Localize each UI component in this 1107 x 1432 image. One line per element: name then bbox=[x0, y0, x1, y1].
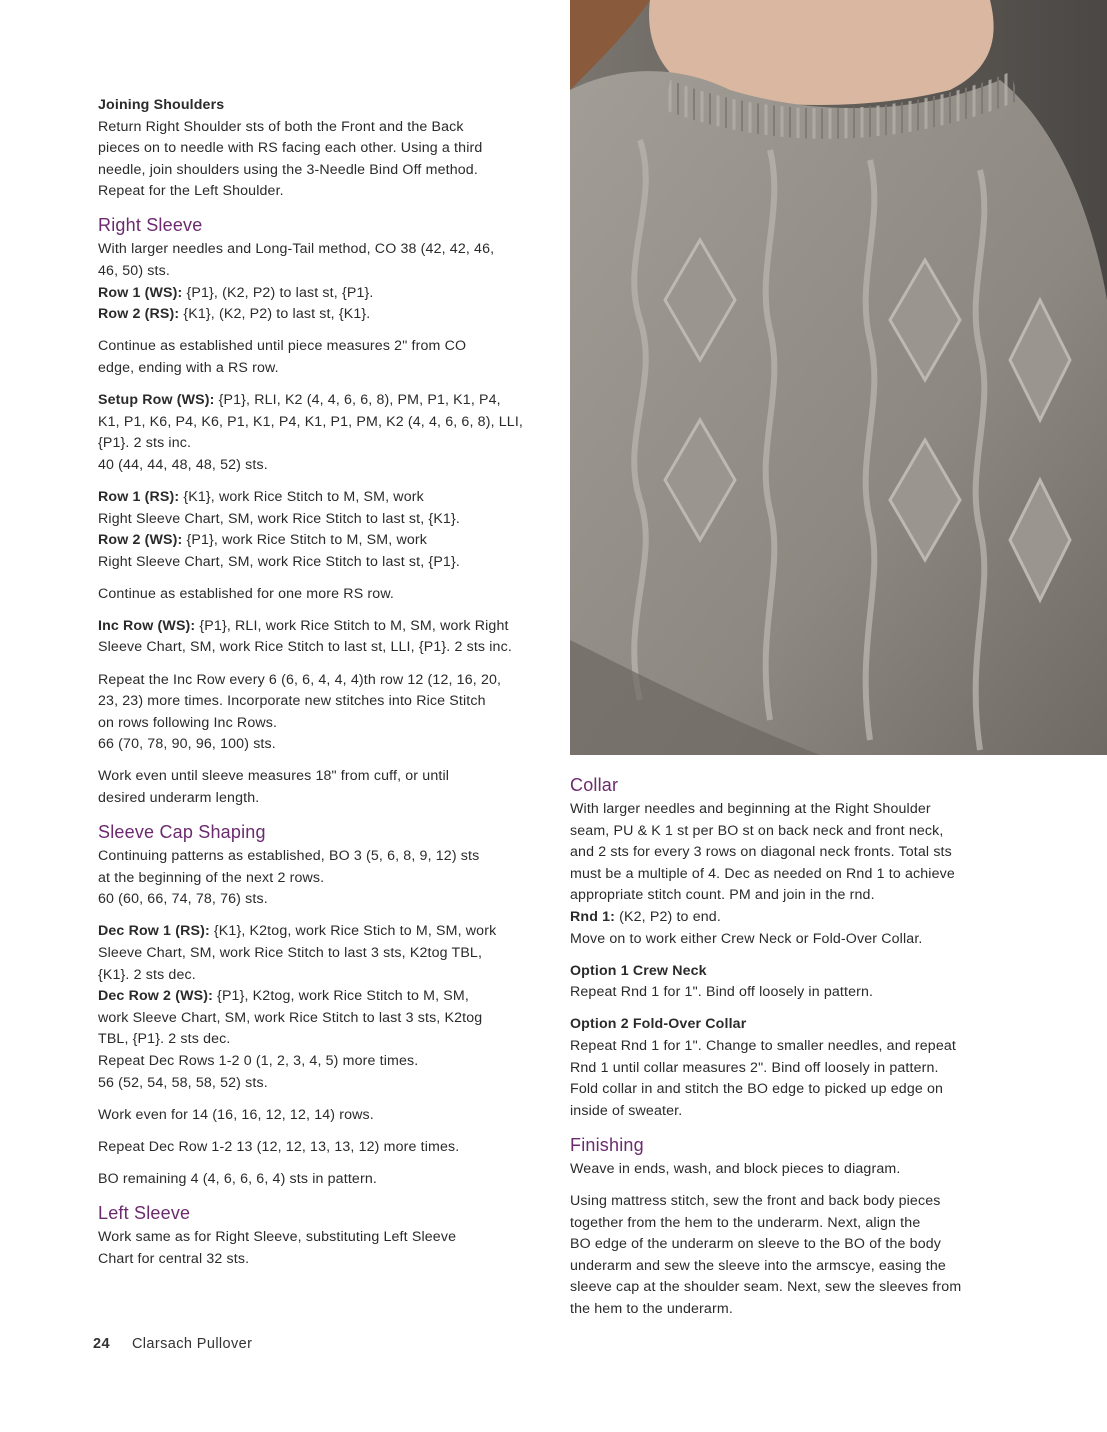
row-1-ws bbox=[98, 283, 546, 305]
text-line: K1, P1, K6, P4, K6, P1, K1, P4, K1, P1, PM, K2 (4, 4, 6, 6, 8), LLI, bbox=[98, 413, 524, 430]
work-even2-block bbox=[98, 1105, 546, 1127]
text-line: Right Sleeve Chart, SM, work Rice Stitch to last st, {P1}. bbox=[98, 553, 460, 570]
joining-shoulders-section bbox=[98, 95, 546, 203]
text-line: the hem to the underarm. bbox=[570, 1300, 733, 1317]
row-2-rs bbox=[98, 304, 546, 326]
text-line: Move on to work either Crew Neck or Fold-Over Collar. bbox=[570, 930, 923, 947]
text-line: 66 (70, 78, 90, 96, 100) sts. bbox=[98, 736, 276, 753]
row-label: Row 1 (WS): bbox=[98, 284, 183, 301]
row-label: Dec Row 1 (RS): bbox=[98, 923, 210, 940]
text-line: and 2 sts for every 3 rows on diagonal neck fronts. Total sts bbox=[570, 844, 952, 861]
row-label: Inc Row (WS): bbox=[98, 617, 196, 634]
row-label: Row 2 (RS): bbox=[98, 306, 180, 323]
collar-heading: Collar bbox=[570, 775, 619, 795]
cap-block bbox=[98, 846, 546, 911]
row-label: Row 1 (RS): bbox=[98, 488, 180, 505]
text-line: 56 (52, 54, 58, 58, 52) sts. bbox=[98, 1074, 268, 1091]
bo-remaining-block bbox=[98, 1169, 546, 1191]
text-line: Chart for central 32 sts. bbox=[98, 1250, 250, 1267]
row-text: {K1}, (K2, P2) to last st, {K1}. bbox=[179, 306, 371, 323]
row-label: Setup Row (WS): bbox=[98, 392, 215, 409]
text-line: Fold collar in and stitch the BO edge to picked up edge on bbox=[570, 1081, 944, 1098]
right-sleeve-co bbox=[98, 239, 546, 325]
text-line: Repeat Dec Rows 1-2 0 (1, 2, 3, 4, 5) more times. bbox=[98, 1052, 419, 1069]
text-line: edge, ending with a RS row. bbox=[98, 359, 279, 376]
inc-row-block bbox=[98, 616, 546, 659]
text-line: BO remaining 4 (4, 6, 6, 6, 4) sts in pattern. bbox=[98, 1170, 377, 1187]
option-1-block bbox=[570, 961, 1010, 1004]
text-line: 23, 23) more times. Incorporate new stitches into Rice Stitch bbox=[98, 693, 486, 710]
footer-title: Clarsach Pullover bbox=[131, 1336, 253, 1352]
text-line: Continue as established until piece measures 2" from CO bbox=[98, 338, 467, 355]
row-text: {K1}, work Rice Stitch to M, SM, work bbox=[179, 488, 424, 505]
text-line: 46, 50) sts. bbox=[98, 263, 170, 280]
text-line: Weave in ends, wash, and block pieces to diagram. bbox=[570, 1160, 901, 1177]
text-line: 40 (44, 44, 48, 48, 52) sts. bbox=[98, 456, 268, 473]
text-line: Work even until sleeve measures 18" from cuff, or until bbox=[98, 768, 450, 785]
page-footer bbox=[93, 1336, 252, 1352]
setup-row-block bbox=[98, 390, 546, 476]
text-line: at the beginning of the next 2 rows. bbox=[98, 869, 325, 886]
text-line: on rows following Inc Rows. bbox=[98, 714, 278, 731]
option-2-block bbox=[570, 1014, 1010, 1122]
text-line: must be a multiple of 4. Dec as needed on Rnd 1 to achieve bbox=[570, 865, 955, 882]
right-sleeve-heading: Right Sleeve bbox=[98, 215, 203, 236]
text-line: Repeat for the Left Shoulder. bbox=[98, 183, 284, 200]
mattress-block bbox=[570, 1191, 1010, 1321]
text-line: desired underarm length. bbox=[98, 790, 260, 807]
right-column bbox=[570, 769, 1010, 1331]
left-sleeve-block bbox=[98, 1227, 546, 1270]
row-text: {P1}, work Rice Stitch to M, SM, work bbox=[182, 532, 428, 549]
text-line: Work even for 14 (16, 16, 12, 12, 14) rows. bbox=[98, 1106, 374, 1123]
row-text: {P1}, RLI, work Rice Stitch to M, SM, work Right bbox=[195, 617, 509, 634]
text-line: Sleeve Chart, SM, work Rice Stitch to last 3 sts, K2tog TBL, bbox=[98, 945, 483, 961]
pattern-rows-block bbox=[98, 487, 546, 573]
text-line: pieces on to needle with RS facing each other. Using a third bbox=[98, 140, 483, 157]
text-line: together from the hem to the underarm. Next, align the bbox=[570, 1214, 921, 1231]
row-text: {K1}, K2tog, work Rice Stich to M, SM, work bbox=[209, 923, 497, 940]
text-line: Right Sleeve Chart, SM, work Rice Stitch to last st, {K1}. bbox=[98, 510, 460, 527]
text-line: {P1}. 2 sts inc. bbox=[98, 435, 192, 452]
finishing-heading: Finishing bbox=[570, 1134, 644, 1155]
left-sleeve-heading: Left Sleeve bbox=[98, 1202, 191, 1223]
dec-rows-block bbox=[98, 921, 546, 1094]
continue-block bbox=[98, 336, 546, 379]
joining-shoulders-title: Joining Shoulders bbox=[98, 97, 225, 113]
text-line: Rnd 1 until collar measures 2". Bind off loosely in pattern. bbox=[570, 1059, 939, 1076]
left-column bbox=[98, 95, 546, 1281]
text-line: {K1}. 2 sts dec. bbox=[98, 966, 196, 983]
text-line: Return Right Shoulder sts of both the Front and the Back bbox=[98, 118, 464, 135]
text-line: Continuing patterns as established, BO 3 (5, 6, 8, 9, 12) sts bbox=[98, 848, 480, 865]
row-text: (K2, P2) to end. bbox=[615, 908, 721, 925]
one-more-block bbox=[98, 584, 546, 606]
text-line: BO edge of the underarm on sleeve to the BO of the body bbox=[570, 1236, 942, 1253]
text-line: 60 (60, 66, 74, 78, 76) sts. bbox=[98, 891, 268, 908]
text-line: TBL, {P1}. 2 sts dec. bbox=[98, 1031, 231, 1048]
text-line: Sleeve Chart, SM, work Rice Stitch to last st, LLI, {P1}. 2 sts inc. bbox=[98, 639, 512, 656]
text-line: Repeat Rnd 1 for 1". Change to smaller needles, and repeat bbox=[570, 1037, 956, 1054]
text-line: Continue as established for one more RS row. bbox=[98, 585, 395, 602]
sleeve-cap-heading: Sleeve Cap Shaping bbox=[98, 822, 266, 843]
row-label: Row 2 (WS): bbox=[98, 532, 183, 549]
row-label: Rnd 1: bbox=[570, 908, 616, 925]
text-line: inside of sweater. bbox=[570, 1102, 683, 1119]
finishing-block bbox=[570, 1159, 1010, 1181]
text-line: Using mattress stitch, sew the front and back body pieces bbox=[570, 1192, 941, 1209]
row-label: Dec Row 2 (WS): bbox=[98, 988, 213, 1005]
row-text: {P1}, RLI, K2 (4, 4, 6, 6, 8), PM, P1, K1, P4, bbox=[214, 392, 501, 409]
repeat-inc-block bbox=[98, 670, 546, 756]
repeat-dec-block bbox=[98, 1137, 546, 1159]
sweater-photo bbox=[570, 0, 1107, 755]
collar-block bbox=[570, 799, 1010, 950]
text-line: Repeat Rnd 1 for 1". Bind off loosely in pattern. bbox=[570, 984, 874, 1001]
text-line: work Sleeve Chart, SM, work Rice Stitch to last 3 sts, K2tog bbox=[98, 1009, 483, 1026]
text-line: needle, join shoulders using the 3-Needle Bind Off method. bbox=[98, 161, 478, 178]
option-1-title: Option 1 Crew Neck bbox=[570, 962, 707, 979]
option-2-title: Option 2 Fold-Over Collar bbox=[570, 1016, 747, 1033]
text-line: With larger needles and beginning at the Right Shoulder bbox=[570, 801, 931, 817]
work-even-block bbox=[98, 766, 546, 809]
text-line: Work same as for Right Sleeve, substituting Left Sleeve bbox=[98, 1228, 457, 1245]
text-line: underarm and sew the sleeve into the armscye, easing the bbox=[570, 1257, 946, 1274]
text-line: seam, PU & K 1 st per BO st on back neck and front neck, bbox=[570, 822, 944, 839]
text-line: Repeat Dec Row 1-2 13 (12, 12, 13, 13, 12) more times. bbox=[98, 1138, 460, 1155]
row-text: {P1}, (K2, P2) to last st, {P1}. bbox=[182, 284, 374, 301]
page-number: 24 bbox=[93, 1336, 110, 1352]
text-line: With larger needles and Long-Tail method, CO 38 (42, 42, 46, bbox=[98, 241, 495, 258]
row-text: {P1}, K2tog, work Rice Stitch to M, SM, bbox=[212, 988, 469, 1005]
text-line: sleeve cap at the shoulder seam. Next, sew the sleeves from bbox=[570, 1279, 962, 1296]
text-line: appropriate stitch count. PM and join in the rnd. bbox=[570, 887, 875, 904]
text-line: Repeat the Inc Row every 6 (6, 6, 4, 4, 4)th row 12 (12, 16, 20, bbox=[98, 671, 502, 688]
